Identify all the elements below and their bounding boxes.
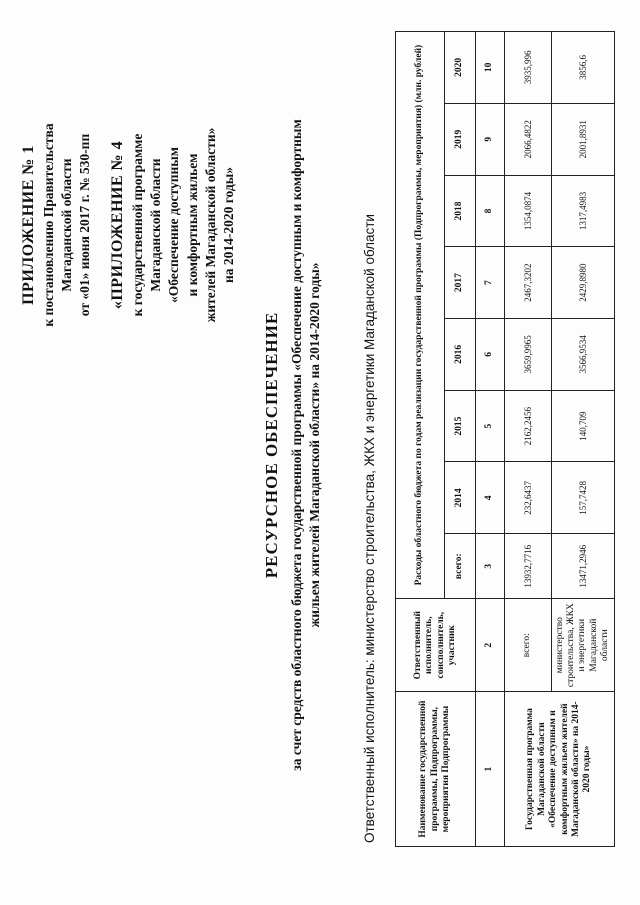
header-responsible: Ответственный исполнитель, соисполнитель, участник: [396, 599, 476, 692]
responsible-executor: Ответственный исполнитель: министерство строительства, ЖКХ и энергетики Магаданской области: [362, 214, 377, 843]
appendix-block: [18, 60, 238, 390]
appendix-line: и комфортным жильем: [184, 153, 200, 297]
header-year: 2020: [445, 32, 476, 104]
table-index-row: [476, 32, 505, 847]
value-cell: 157,7428: [552, 462, 615, 534]
header-year: 2018: [445, 175, 476, 247]
responsible-cell: всего:: [505, 599, 552, 692]
appendix-line: к постановлению Правительства: [40, 123, 56, 327]
appendix-line: Магаданской области: [58, 158, 74, 292]
header-year: 2016: [445, 319, 476, 391]
value-cell: 2162,2456: [505, 390, 552, 462]
header-program-name: Наименование государственной программы, Подпрограммы, мероприятия Подпрограммы: [396, 692, 476, 847]
value-cell: 2066,4822: [505, 103, 552, 175]
header-year: 2015: [445, 390, 476, 462]
column-index: 4: [476, 462, 505, 534]
header-expenses: Расходы областного бюджета по годам реализации государственной программы (Подпрограммы, мероприятия) (млн. рублей): [396, 32, 445, 599]
appendix-line: к государственной программе: [129, 133, 145, 317]
total-cell: 13471,2946: [552, 534, 615, 599]
appendix-number: ПРИЛОЖЕНИЕ № 1: [20, 145, 37, 305]
appendix-line: Магаданской области: [148, 158, 164, 292]
table-header-row: [396, 32, 445, 847]
header-total: всего:: [445, 534, 476, 599]
appendix-sub-number: «ПРИЛОЖЕНИЕ № 4: [109, 140, 127, 310]
column-index: 3: [476, 534, 505, 599]
column-index: 9: [476, 103, 505, 175]
value-cell: 2001,8931: [552, 103, 615, 175]
column-index: 8: [476, 175, 505, 247]
document-title: РЕСУРСНОЕ ОБЕСПЕЧЕНИЕ: [262, 311, 281, 579]
value-cell: 3935,996: [505, 32, 552, 104]
value-cell: 140,709: [552, 390, 615, 462]
resource-table: [395, 31, 615, 847]
appendix-line: на 2014-2020 годы»: [220, 166, 236, 284]
header-year: 2017: [445, 247, 476, 319]
responsible-cell: министерство строительства, ЖКХ и энергетики Магаданской области: [552, 599, 615, 692]
value-cell: 3566,9534: [552, 319, 615, 391]
table-row: [505, 32, 552, 847]
header-year: 2019: [445, 103, 476, 175]
column-index: 5: [476, 390, 505, 462]
header-year: 2014: [445, 462, 476, 534]
value-cell: 2429,8980: [552, 247, 615, 319]
document-subtitle-line1: за счет средств областного бюджета государственной программы «Обеспечение доступным и комфортным: [289, 119, 304, 771]
document-subtitle-line2: жильем жителей Магаданской области» на 2014-2020 годы»: [306, 262, 322, 628]
column-index: 1: [476, 692, 505, 847]
value-cell: 3659,9965: [505, 319, 552, 391]
program-name-cell: Государственная программа Магаданской области «Обеспечение доступным и комфортным жильем жителей Магаданской области» на 2014-2020 годы»: [505, 692, 615, 847]
column-index: 2: [476, 599, 505, 692]
column-index: 10: [476, 32, 505, 104]
value-cell: 1317,4983: [552, 175, 615, 247]
value-cell: 1354,0874: [505, 175, 552, 247]
value-cell: 2467,3202: [505, 247, 552, 319]
value-cell: 3856,6: [552, 32, 615, 104]
document-title-block: [262, 25, 323, 865]
appendix-date-line: от «01» июня 2017 г. № 530-пп: [77, 133, 93, 317]
column-index: 7: [476, 247, 505, 319]
value-cell: 232,6437: [505, 462, 552, 534]
appendix-line: «Обеспечение доступным: [166, 147, 182, 304]
appendix-line: жителей Магаданской области»: [202, 127, 218, 323]
column-index: 6: [476, 319, 505, 391]
total-cell: 13932,7716: [505, 534, 552, 599]
